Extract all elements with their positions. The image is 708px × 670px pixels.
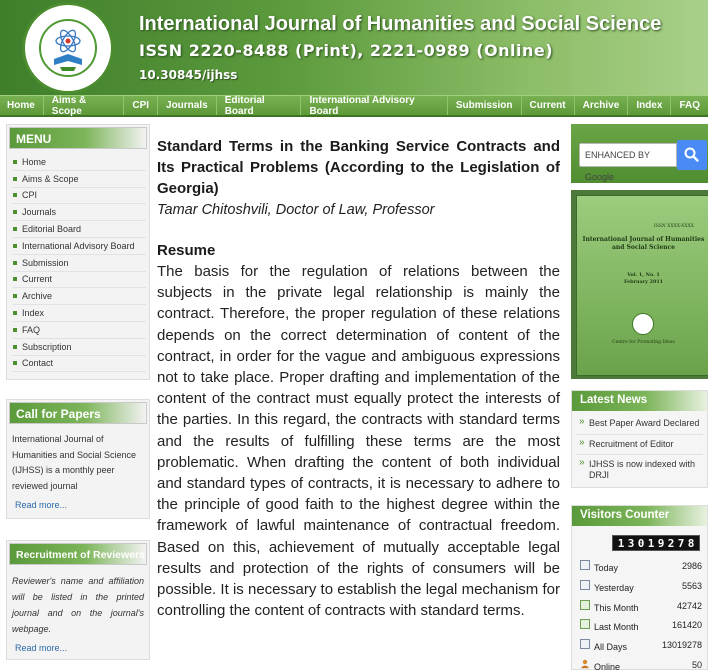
calendar-icon — [580, 600, 590, 610]
news-item[interactable]: » Recruitment of Editor — [576, 435, 703, 456]
bullet-icon — [13, 193, 17, 197]
menu-item-aims-scope[interactable]: Aims & Scope — [13, 171, 146, 188]
visitors-counter-title: Visitors Counter — [580, 509, 670, 521]
nav-current[interactable]: Current — [522, 96, 575, 115]
menu-item-submission[interactable]: Submission — [13, 255, 146, 272]
calendar-icon — [580, 560, 590, 570]
bullet-icon — [13, 361, 17, 365]
bullet-icon — [13, 311, 17, 315]
search-input[interactable]: ENHANCED BY Google — [579, 143, 677, 167]
nav-advisory-board[interactable]: International Advisory Board — [301, 96, 447, 115]
menu-item-advisory-board[interactable]: International Advisory Board — [13, 238, 146, 255]
cover-seal-icon — [632, 313, 654, 335]
search-button[interactable] — [677, 140, 707, 170]
visitor-stats — [578, 559, 704, 670]
nav-journals[interactable]: Journals — [158, 96, 217, 115]
stat-online: Online 50 — [578, 658, 704, 670]
logo-emblem-icon — [25, 5, 117, 95]
bullet-icon — [13, 227, 17, 231]
latest-news-box — [571, 390, 708, 488]
nav-aims-scope[interactable]: Aims & Scope — [44, 96, 125, 115]
bullet-icon — [13, 294, 17, 298]
site-logo[interactable] — [22, 2, 114, 94]
call-for-papers-title: Call for Papers — [16, 407, 101, 421]
journal-doi: 10.30845/ijhss — [139, 68, 238, 82]
menu-item-contact[interactable]: Contact — [13, 356, 146, 373]
article-author: Tamar Chitoshvili, Doctor of Law, Professor — [157, 202, 435, 218]
recruitment-box — [6, 540, 150, 660]
menu-item-archive[interactable]: Archive — [13, 288, 146, 305]
nav-submission[interactable]: Submission — [448, 96, 522, 115]
stat-today: Today 2986 — [578, 559, 704, 579]
nav-home[interactable]: Home — [0, 96, 44, 115]
bullet-icon — [13, 328, 17, 332]
latest-news-header — [572, 391, 707, 411]
calendar-icon — [580, 639, 590, 649]
visitor-counter-digits: 1 3 0 1 9 2 7 8 — [612, 535, 700, 551]
recruitment-read-more-link[interactable]: Read more... — [15, 643, 68, 653]
nav-index[interactable]: Index — [628, 96, 671, 115]
call-for-papers-header — [9, 402, 147, 424]
stat-all-days: All Days 13019278 — [578, 638, 704, 658]
news-list — [572, 411, 707, 488]
bullet-icon — [13, 244, 17, 248]
menu-title: MENU — [16, 132, 52, 146]
menu-item-current[interactable]: Current — [13, 272, 146, 289]
search-icon — [677, 140, 707, 170]
search-box — [571, 124, 708, 183]
recruitment-header — [9, 543, 147, 565]
cover-title: International Journal of Humanities and Social Science — [582, 236, 705, 251]
menu-item-index[interactable]: Index — [13, 305, 146, 322]
cover-issn: ISSN XXXX-XXXX — [653, 224, 694, 229]
article-content — [157, 136, 560, 621]
menu-item-subscription[interactable]: Subscription — [13, 339, 146, 356]
menu-box — [6, 124, 150, 380]
visitors-counter-box — [571, 505, 708, 670]
journal-cover-image[interactable] — [571, 190, 708, 379]
journal-title: International Journal of Humanities and Social Science — [139, 13, 662, 35]
bullet-icon — [13, 277, 17, 281]
menu-item-cpi[interactable]: CPI — [13, 188, 146, 205]
stat-last-month: Last Month 161420 — [578, 618, 704, 638]
calendar-icon — [580, 619, 590, 629]
call-for-papers-box — [6, 399, 150, 519]
recruitment-text: Reviewer's name and affiliation will be listed in the printed journal and on the journal's webpage. — [12, 576, 144, 634]
bullet-icon — [13, 345, 17, 349]
nav-faq[interactable]: FAQ — [679, 100, 700, 111]
journal-issn: ISSN 2220-8488 (Print), 2221-0989 (Online) — [139, 41, 554, 60]
cover-publisher: Centre for Promoting Ideas — [612, 340, 675, 345]
nav-editorial-board[interactable]: Editorial Board — [217, 96, 302, 115]
site-header — [0, 0, 708, 95]
calendar-icon — [580, 580, 590, 590]
menu-item-editorial-board[interactable]: Editorial Board — [13, 221, 146, 238]
menu-item-journals[interactable]: Journals — [13, 204, 146, 221]
menu-item-home[interactable]: Home — [13, 154, 146, 171]
news-item[interactable]: » Best Paper Award Declared — [576, 414, 703, 435]
cover-volume: Vol. 1, No. 1 February 2011 — [623, 272, 663, 285]
call-for-papers-text: International Journal of Humanities and Social Science (IJHSS) is a monthly peer reviewed journal — [12, 434, 137, 491]
menu-header — [9, 127, 147, 149]
article-title: Standard Terms in the Banking Service Contracts and Its Practical Problems (According to the Legislation of Georgia) — [157, 138, 560, 197]
news-item[interactable]: » IJHSS is now indexed with DRJI — [576, 455, 703, 485]
menu-item-faq[interactable]: FAQ — [13, 322, 146, 339]
article-abstract: The basis for the regulation of relations between the subjects in the private legal relationship is mainly the contract. Therefore, the proper regulation of these relations depends on the correct determination of content of the contract, in order for the vague and ambiguous expressions not to take place. Proper drafting and implementation of the content of the contract must equally protect the interests of the parties. In this regard, the contracts with standard terms and the results of fulfilling these terms are the most problematic. When drafting the content of both individual and standard types of contracts, it is necessary to adhere to the principle of good faith to the highest degree within the framework of lawful maintenance of contractual freedom. Based on this, achievement of mutually acceptable legal results and protection of the rights of consumers will be possible. It is necessary to establish the legal mechanism for controlling the content of contracts with standard terms. — [157, 263, 560, 620]
nav-archive[interactable]: Archive — [575, 96, 629, 115]
nav-cpi[interactable]: CPI — [124, 96, 158, 115]
bullet-icon — [13, 261, 17, 265]
bullet-icon — [13, 210, 17, 214]
call-for-papers-read-more-link[interactable]: Read more... — [15, 500, 68, 510]
cover-page — [576, 195, 708, 376]
stat-yesterday: Yesterday 5563 — [578, 579, 704, 599]
visitors-counter-header — [572, 506, 707, 526]
latest-news-title: Latest News — [580, 394, 648, 406]
bullet-icon — [13, 160, 17, 164]
resume-heading: Resume — [157, 242, 216, 259]
menu-list — [7, 151, 149, 375]
person-icon — [580, 659, 590, 669]
stat-this-month: This Month 42742 — [578, 599, 704, 619]
bullet-icon — [13, 177, 17, 181]
top-navigation — [0, 95, 708, 117]
recruitment-title: Recruitment of Reviewers — [16, 549, 145, 561]
